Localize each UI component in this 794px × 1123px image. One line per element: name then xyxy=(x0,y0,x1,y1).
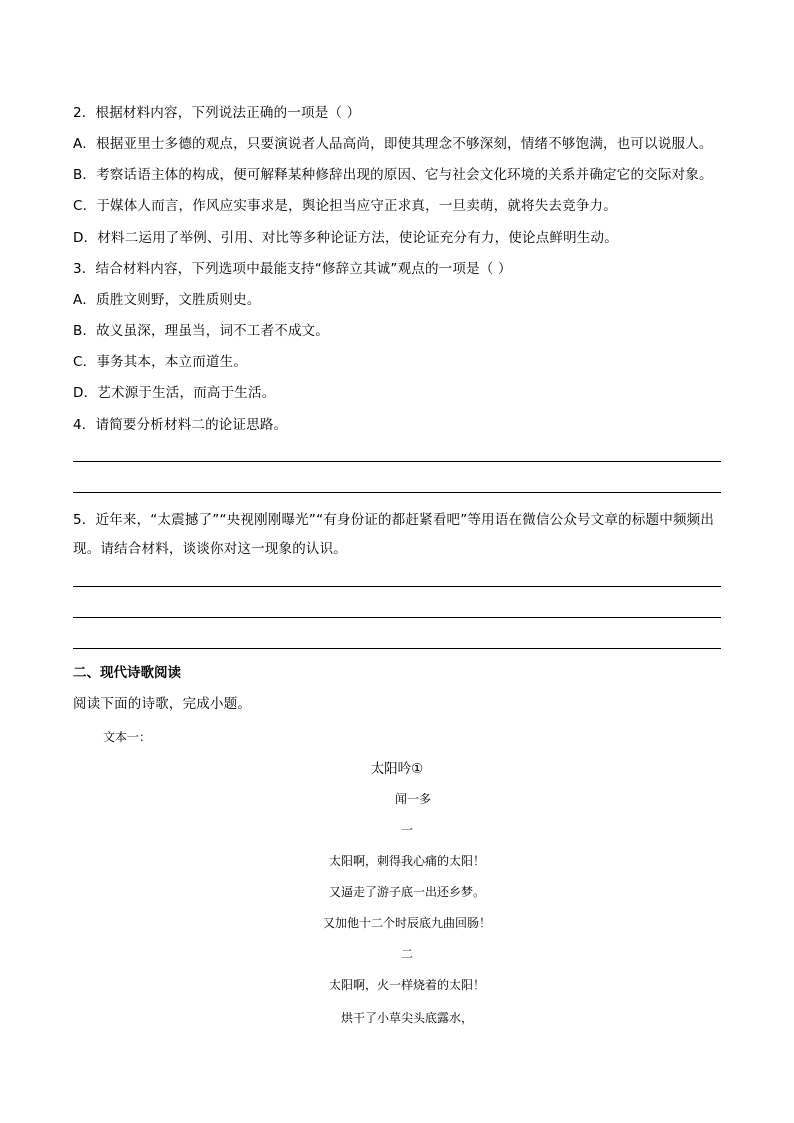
question-2-option-d: D．材料二运用了举例、引用、对比等多种论证方法，使论证充分有力，使论点鲜明生动。 xyxy=(73,230,618,246)
answer-line[interactable] xyxy=(73,492,721,493)
poem-part-heading: 一 xyxy=(400,823,413,837)
question-3-option-b: B．故义虽深，理虽当，词不工者不成文。 xyxy=(73,323,330,339)
answer-line[interactable] xyxy=(73,617,721,618)
poem-line: 太阳啊，刺得我心痛的太阳！ xyxy=(328,854,485,868)
poem-title: 太阳吟① xyxy=(370,761,424,777)
answer-line[interactable] xyxy=(73,648,721,649)
section-title: 二、现代诗歌阅读 xyxy=(73,665,181,681)
answer-line[interactable] xyxy=(73,461,721,462)
question-2-option-a: A．根据亚里士多德的观点，只要演说者人品高尚，即使其理念不够深刻，情绪不够饱满，也可以说服人。 xyxy=(73,136,713,152)
poem-part-heading: 二 xyxy=(400,947,413,961)
question-3-option-d: D．艺术源于生活，而高于生活。 xyxy=(73,385,276,401)
question-5-stem-line-1: 5．近年来，“太震撼了”“央视刚刚曝光”“有身份证的都赶紧看吧”等用语在微信公众号文章的标题中频频出 xyxy=(73,512,715,528)
question-3-option-c: C．事务其本，本立而道生。 xyxy=(73,354,248,370)
question-5-stem-line-2: 现。请结合材料，谈谈你对这一现象的认识。 xyxy=(73,541,347,557)
poem-line: 太阳啊，火一样烧着的太阳！ xyxy=(328,978,485,992)
poem-line: 又逼走了游子底一出还乡梦。 xyxy=(328,885,485,899)
answer-line[interactable] xyxy=(73,586,721,587)
poem-line: 烘干了小草尖头底露水， xyxy=(340,1011,473,1025)
text-label: 文本一： xyxy=(103,730,152,744)
question-2-option-c: C．于媒体人而言，作风应实事求是，舆论担当应守正求真，一旦卖萌，就将失去竞争力。 xyxy=(73,198,617,214)
section-instruction: 阅读下面的诗歌，完成小题。 xyxy=(73,696,252,712)
question-2-stem: 2．根据材料内容，下列说法正确的一项是（ ） xyxy=(73,105,361,121)
poem-line: 又加他十二个时辰底九曲回肠！ xyxy=(322,916,491,930)
question-3-option-a: A．质胜文则野，文胜质则史。 xyxy=(73,292,261,308)
poem-author: 闻一多 xyxy=(394,792,431,806)
question-2-option-b: B．考察话语主体的构成，便可解释某种修辞出现的原因、它与社会文化环境的关系并确定它的交际对象。 xyxy=(73,167,713,183)
question-4-stem: 4．请简要分析材料二的论证思路。 xyxy=(73,417,288,433)
question-3-stem: 3．结合材料内容，下列选项中最能支持“修辞立其诚”观点的一项是（ ） xyxy=(73,261,512,277)
